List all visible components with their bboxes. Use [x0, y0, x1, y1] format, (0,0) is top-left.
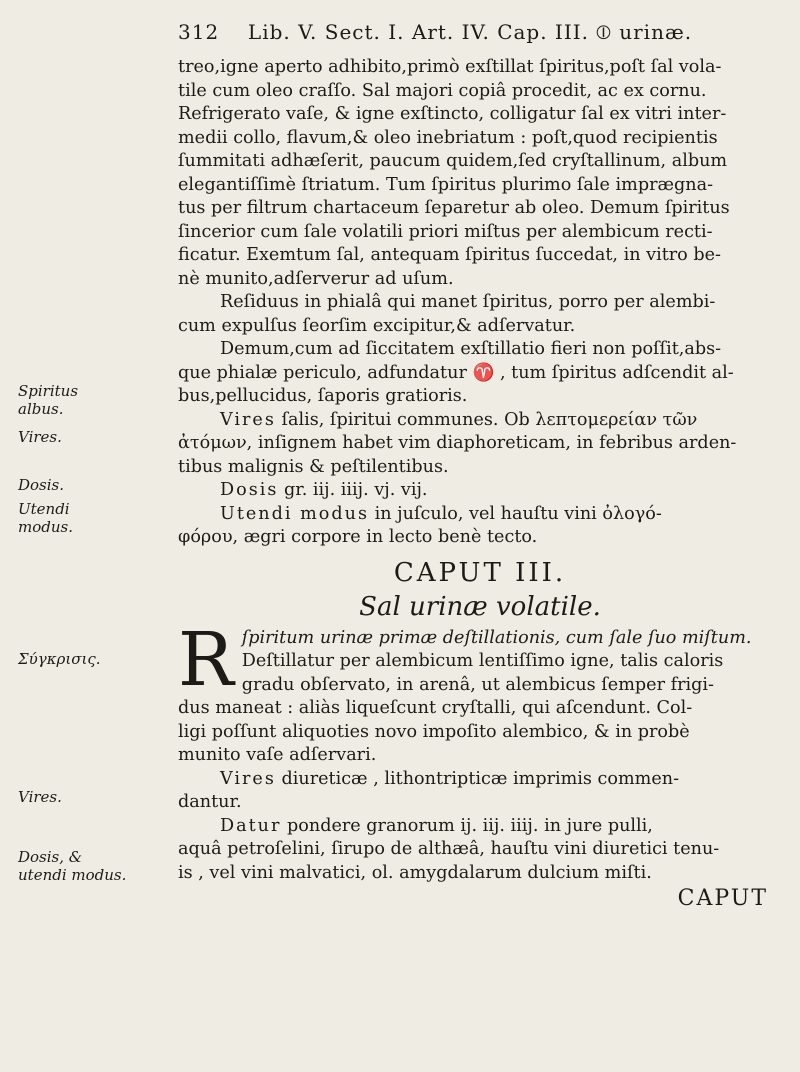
text-line: ſummitati adhæſerit, paucum quidem,ſed cryſtallinum, album — [178, 151, 728, 171]
text-line: tus per filtrum chartaceum ſeparetur ab oleo. Demum ſpiritus — [178, 198, 730, 218]
running-head: Lib. V. Sect. I. Art. IV. Cap. III. ⦶ urinæ. — [247, 20, 693, 44]
text-line: ἀτόμων, inſignem habet vim diaphoreticam, in febribus arden- — [178, 433, 737, 453]
recipe-italic-line: ſpiritum urinæ primæ deſtillationis, cum ſale ſuo miſtum. — [241, 627, 752, 648]
margin-note-dosis: Dosis. — [18, 476, 65, 494]
vires-paragraph: Vires ſalis, ſpiritui communes. Ob λεπτομερείαν τῶν — [220, 409, 698, 430]
drop-cap: R — [178, 616, 234, 703]
running-header — [178, 20, 768, 52]
margin-note-utendi: Utendi modus. — [18, 500, 73, 536]
text-line: is , vel vini malvatici, ol. amygdalarum dulcium miſti. — [178, 862, 652, 883]
text-line: munito vaſe adſervari. — [178, 745, 377, 765]
text-line: Reſiduus in phialâ qui manet ſpiritus, porro per alembi- — [220, 292, 716, 312]
text-line: ligi poſſunt aliquoties novo impoſito alembico, & in probè — [178, 721, 690, 742]
text-line: dus maneat : aliàs liqueſcunt cryſtalli, qui aſcendunt. Col- — [178, 698, 693, 718]
utendi-label: Utendi modus — [220, 503, 370, 524]
datur-label: Datur — [220, 815, 282, 836]
text-line: tibus malignis & peſtilentibus. — [178, 456, 449, 477]
text-line: Demum,cum ad ſiccitatem exſtillatio fieri non poſſit,abs- — [220, 339, 722, 359]
margin-note-dosis-utendi: Dosis, & utendi modus. — [18, 848, 127, 884]
text-line: treo,igne aperto adhibito,primò exſtillat ſpiritus,poſt ſal vola- — [178, 57, 722, 77]
vires-paragraph-2: Vires diureticæ , lithontripticæ imprimis commen- — [220, 768, 680, 789]
vires-label: Vires — [220, 409, 276, 430]
dosis-paragraph: Dosis gr. iij. iiij. vj. vij. — [220, 480, 428, 500]
text-line: medii collo, flavum,& oleo inebriatum : poſt,quod recipientis — [178, 127, 718, 148]
page-number: 312 — [178, 20, 220, 44]
text-line: Deſtillatur per alembicum lentiſſimo igne, talis caloris — [241, 651, 724, 671]
text-line: dantur. — [178, 792, 242, 812]
text-line: tile cum oleo craſſo. Sal majori copiâ procedit, ac ex cornu. — [178, 80, 707, 101]
margin-note-spiritus: Spiritus albus. — [18, 382, 79, 418]
vires-label-2: Vires — [220, 768, 276, 789]
utendi-paragraph: Utendi modus in juſculo, vel hauſtu vini ὀλογό- — [220, 503, 662, 524]
text-line: elegantiſſimè ſtriatum. Tum ſpiritus plurimo ſale imprægna- — [178, 174, 714, 195]
text-line: cum expulſus ſeorſim excipitur,& adſervatur. — [178, 315, 576, 336]
text-line: bus,pellucidus, ſaporis gratioris. — [178, 386, 468, 406]
datur-paragraph: Datur pondere granorum ij. iij. iiij. in jure pulli, — [220, 815, 653, 836]
catchword: CAPUT — [677, 886, 768, 911]
text-line: que phialæ periculo, adfundatur ♈ , tum ſpiritus adſcendit al- — [178, 362, 734, 383]
text-line: φόρου, ægri corpore in lecto benè tecto. — [178, 527, 538, 547]
text-line: ficatur. Exemtum ſal, antequam ſpiritus ſuccedat, in vitro be- — [178, 245, 721, 265]
text-line: gradu obſervato, in arenâ, ut alembicus ſemper frigi- — [241, 674, 714, 695]
recipe-paragraph — [178, 616, 782, 768]
main-text — [178, 56, 782, 911]
text-line: ſincerior cum ſale volatili priori miſtus per alembicum recti- — [178, 221, 713, 242]
chapter-heading: CAPUT III. — [393, 557, 567, 588]
margin-note-vires: Vires. — [18, 428, 62, 446]
text-line: aquâ petroſelini, ſirupo de althæâ, hauſtu vini diuretici tenu- — [178, 839, 720, 859]
text-line: nè munito,adſerverur ad uſum. — [178, 268, 454, 289]
text-line: Refrigerato vaſe, & igne exſtincto, colligatur ſal ex vitri inter- — [178, 104, 727, 124]
dosis-label: Dosis — [220, 480, 279, 500]
margin-note-vires-2: Vires. — [18, 788, 62, 806]
chapter-title: Sal urinæ volatile. — [359, 591, 601, 622]
margin-note-synkrisis: Σύγκρισις. — [18, 650, 101, 668]
